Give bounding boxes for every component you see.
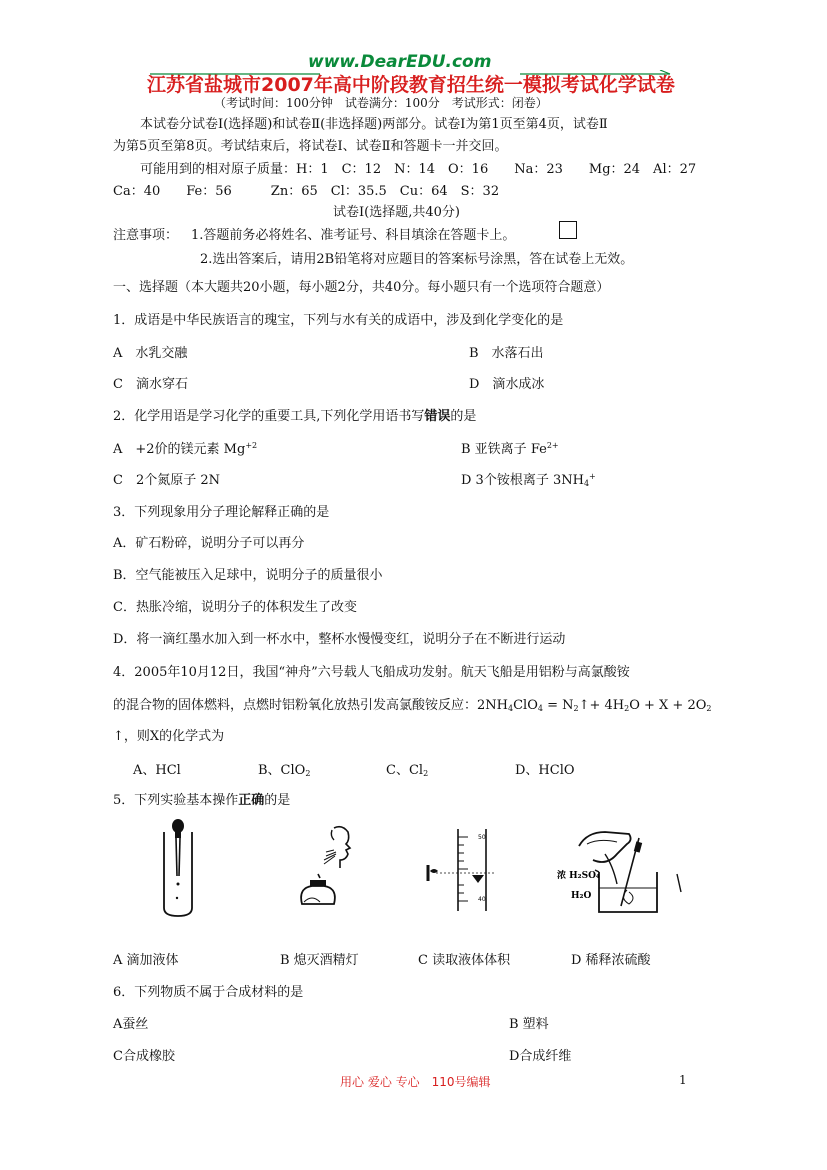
exam-info: （考试时间：100分钟 试卷满分：100分 考试形式：闭卷） <box>214 96 548 110</box>
q6-option-a: A蚕丝 <box>113 1017 149 1032</box>
intro-line-1: 本试卷分试卷Ⅰ(选择题)和试卷Ⅱ(非选择题)两部分。试卷Ⅰ为第1页至第4页，试卷Ⅱ <box>140 117 608 132</box>
cylinder-mark-50: 50 <box>478 834 486 841</box>
atomic-masses-1: 可能用到的相对原子质量：H：1 C：12 N：14 O：16 Na：23 Mg：24 Al：27 <box>140 162 697 177</box>
q4-option-c: C、$Cl_2$ <box>386 763 429 778</box>
q6-option-d: D合成纤维 <box>509 1049 572 1064</box>
notice-2: 2.选出答案后，请用2B铅笔将对应题目的答案标号涂黑，答在试卷上无效。 <box>200 252 634 267</box>
q6-option-b: B 塑料 <box>509 1017 549 1032</box>
figure-blow-out-lamp <box>290 822 370 912</box>
figure-graduated-cylinder <box>420 825 500 915</box>
q5-stem: 5．下列实验基本操作正确的是 <box>113 793 291 808</box>
q2-option-b: B 亚铁离子 $Fe^{2+}$ <box>461 441 559 457</box>
q5-option-c: C 读取液体体积 <box>418 953 511 968</box>
notice-checkbox <box>559 221 577 239</box>
intro-line-2: 为第5页至第8页。考试结束后，将试卷Ⅰ、试卷Ⅱ和答题卡一并交回。 <box>113 139 508 154</box>
cylinder-mark-40: 40 <box>478 896 486 903</box>
q2-option-c: C 2个氮原子 2N <box>113 473 220 488</box>
page-number: 1 <box>679 1073 687 1087</box>
water-label: H₂O <box>571 891 592 901</box>
q1-option-a: A 水乳交融 <box>113 346 188 361</box>
q1-stem: 1．成语是中华民族语言的瑰宝，下列与水有关的成语中，涉及到化学变化的是 <box>113 313 564 328</box>
q3-option-b: B．空气能被压入足球中，说明分子的质量很小 <box>113 568 383 583</box>
watermark: www.DearEDU.com <box>308 52 492 72</box>
q4-line-2: 的混合物的固体燃料，点燃时铝粉氧化放热引发高氯酸铵反应：$2NH_4ClO_4$ = $N_2↑+ 4H_2O + X + 2O_2$ <box>113 698 712 713</box>
acid-label: 浓 H₂SO₄ <box>557 871 600 881</box>
q4-option-d: D、HClO <box>515 763 575 778</box>
q4-option-a: A、HCl <box>133 763 181 778</box>
section-heading: 一、选择题（本大题共20小题，每小题2分，共40分。每小题只有一个选项符合题意） <box>113 280 610 295</box>
q5-option-d: D 稀释浓硫酸 <box>571 953 651 968</box>
q5-option-b: B 熄灭酒精灯 <box>280 953 359 968</box>
footer-text: 用心 爱心 专心 110号编辑 <box>340 1075 491 1089</box>
notice-1: 1.答题前务必将姓名、准考证号、科目填涂在答题卡上。 <box>191 228 516 243</box>
q4-line-1: 4．2005年10月12日，我国“神舟”六号载人飞船成功发射。航天飞船是用铝粉与高氯酸铵 <box>113 665 630 680</box>
q1-option-d: D 滴水成冰 <box>469 377 545 392</box>
q3-option-c: C．热胀冷缩，说明分子的体积发生了改变 <box>113 600 357 615</box>
part1-heading: 试卷Ⅰ(选择题,共40分) <box>333 205 460 220</box>
figure-dropper-test-tube <box>158 818 198 918</box>
q1-option-c: C 滴水穿石 <box>113 377 188 392</box>
q3-stem: 3．下列现象用分子理论解释正确的是 <box>113 505 330 520</box>
q2-stem: 2．化学用语是学习化学的重要工具,下列化学用语书写错误的是 <box>113 409 477 424</box>
atomic-masses-2: Ca：40 Fe：56 Zn：65 Cl：35.5 Cu：64 S：32 <box>113 184 500 199</box>
q4-option-b: B、ClO$_2$ <box>258 763 311 778</box>
q4-equation: $2NH_4ClO_4$ = $N_2↑+ 4H_2O + X + 2O_2$ <box>477 698 712 713</box>
q2-option-d: D 3个铵根离子 $3NH_4^+$ <box>461 472 596 488</box>
page-title: 江苏省盐城市2007年高中阶段教育招生统一模拟考试化学试卷 <box>147 74 675 96</box>
q1-option-b: B 水落石出 <box>469 346 544 361</box>
q2-option-a: A +2价的镁元素 $Mg^{+2}$ <box>113 441 258 457</box>
q3-option-d: D．将一滴红墨水加入到一杯水中，整杯水慢慢变红，说明分子在不断进行运动 <box>113 632 566 647</box>
figure-dilute-sulfuric-acid <box>557 826 687 916</box>
q3-option-a: A．矿石粉碎，说明分子可以再分 <box>113 536 305 551</box>
q6-option-c: C合成橡胶 <box>113 1049 175 1064</box>
q6-stem: 6．下列物质不属于合成材料的是 <box>113 985 304 1000</box>
q5-option-a: A 滴加液体 <box>113 953 179 968</box>
notice-label: 注意事项： <box>113 228 179 243</box>
q4-line-3: ↑，则X的化学式为 <box>113 729 225 744</box>
